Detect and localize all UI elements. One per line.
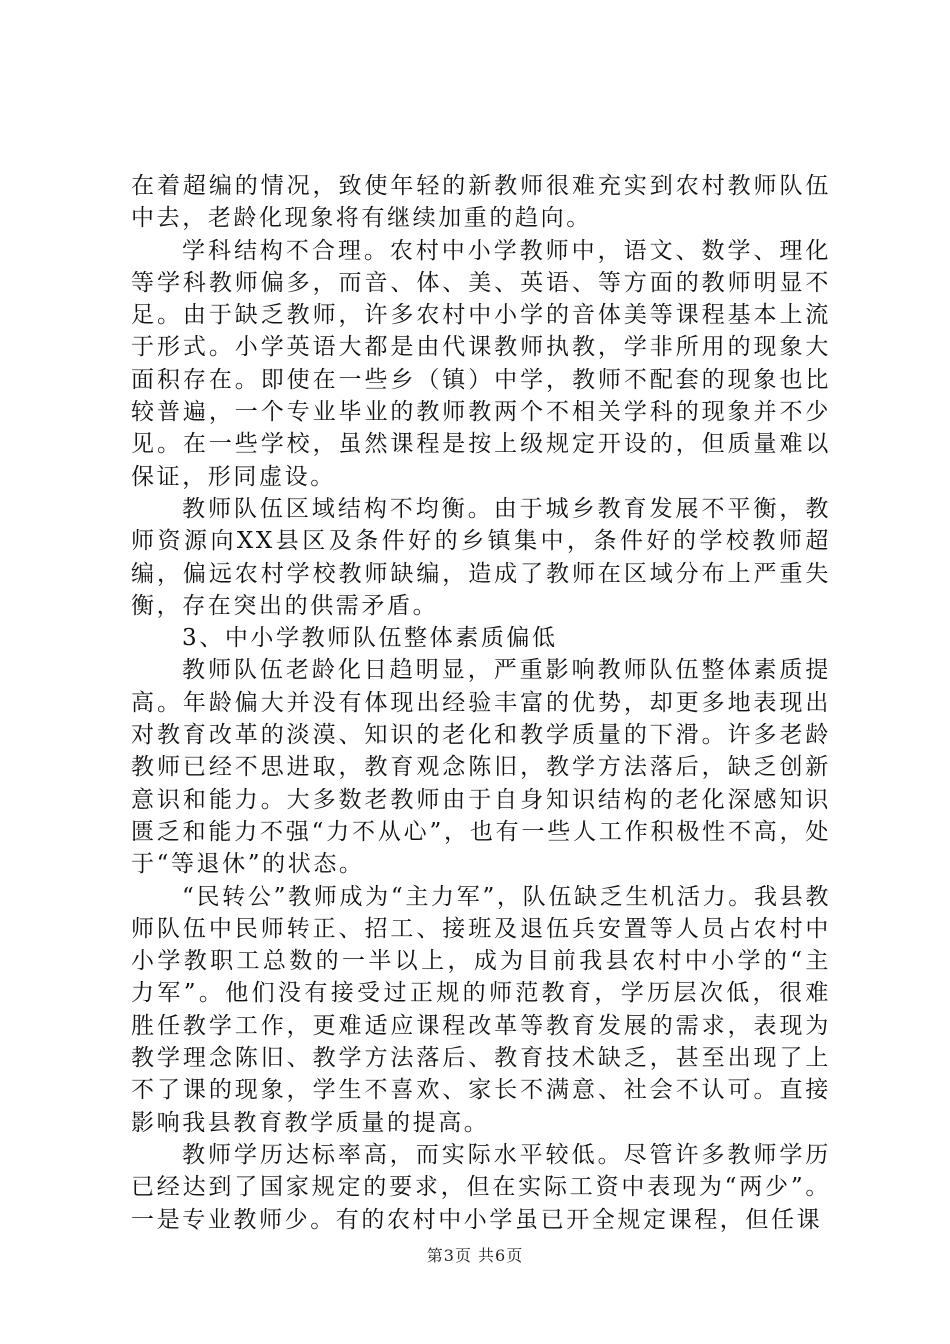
paragraph-aging-teachers: 教师队伍老龄化日趋明显，严重影响教师队伍整体素质提高。年龄偏大并没有体现出经验丰富的优势，却更多地表现出对教育改革的淡漠、知识的老化和教学质量的下滑。许多老龄教师已经不思进取，教育观念陈旧，教学方法落后，缺乏创新意识和能力。大多数老教师由于自身知识结构的老化深感知识匮乏和能力不强“力不从心”，也有一些人工作积极性不高，处于“等退休”的状态。 — [131, 657, 831, 878]
paragraph-subject-structure: 学科结构不合理。农村中小学教师中，语文、数学、理化等学科教师偏多，而音、体、美、英语、等方面的教师明显不足。由于缺乏教师，许多农村中小学的音体美等课程基本上流于形式。小学英语大都是由代课教师执教，学非所用的现象大面积存在。即使在一些乡（镇）中学，教师不配套的现象也比较普遍，一个专业毕业的教师教两个不相关学科的现象并不少见。在一些学校，虽然课程是按上级规定开设的，但质量难以保证，形同虚设。 — [131, 237, 831, 490]
page-number-footer: 第3页 共6页 — [426, 1246, 524, 1265]
paragraph-continuation: 在着超编的情况，致使年轻的新教师很难充实到农村教师队伍中去，老龄化现象将有继续加重的趋向。 — [131, 173, 831, 232]
document-body — [131, 170, 831, 1236]
paragraph-main-force: “民转公”教师成为“主力军”，队伍缺乏生机活力。我县教师队伍中民师转正、招工、接班及退伍兵安置等人员占农村中小学教职工总数的一半以上，成为目前我县农村中小学的“主力军”。他们没有接受过正规的师范教育，学历层次低，很难胜任教学工作，更难适应课程改革等教育发展的需求，表现为教学理念陈旧、教学方法落后、教育技术缺乏，甚至出现了上不了课的现象，学生不喜欢、家长不满意、社会不认可。直接影响我县教育教学质量的提高。 — [131, 883, 831, 1136]
section-heading: 3、中小学教师队伍整体素质偏低 — [182, 625, 558, 652]
paragraph-regional-structure: 教师队伍区域结构不均衡。由于城乡教育发展不平衡，教师资源向XX县区及条件好的乡镇集中，条件好的学校教师超编，偏远农村学校教师缺编，造成了教师在区域分布上严重失衡，存在突出的供需矛盾。 — [131, 495, 831, 619]
paragraph-qualification-rate: 教师学历达标率高，而实际水平较低。尽管许多教师学历已经达到了国家规定的要求，但在实际工资中表现为“两少”。一是专业教师少。有的农村中小学虽已开全规定课程，但任课 — [131, 1141, 831, 1233]
